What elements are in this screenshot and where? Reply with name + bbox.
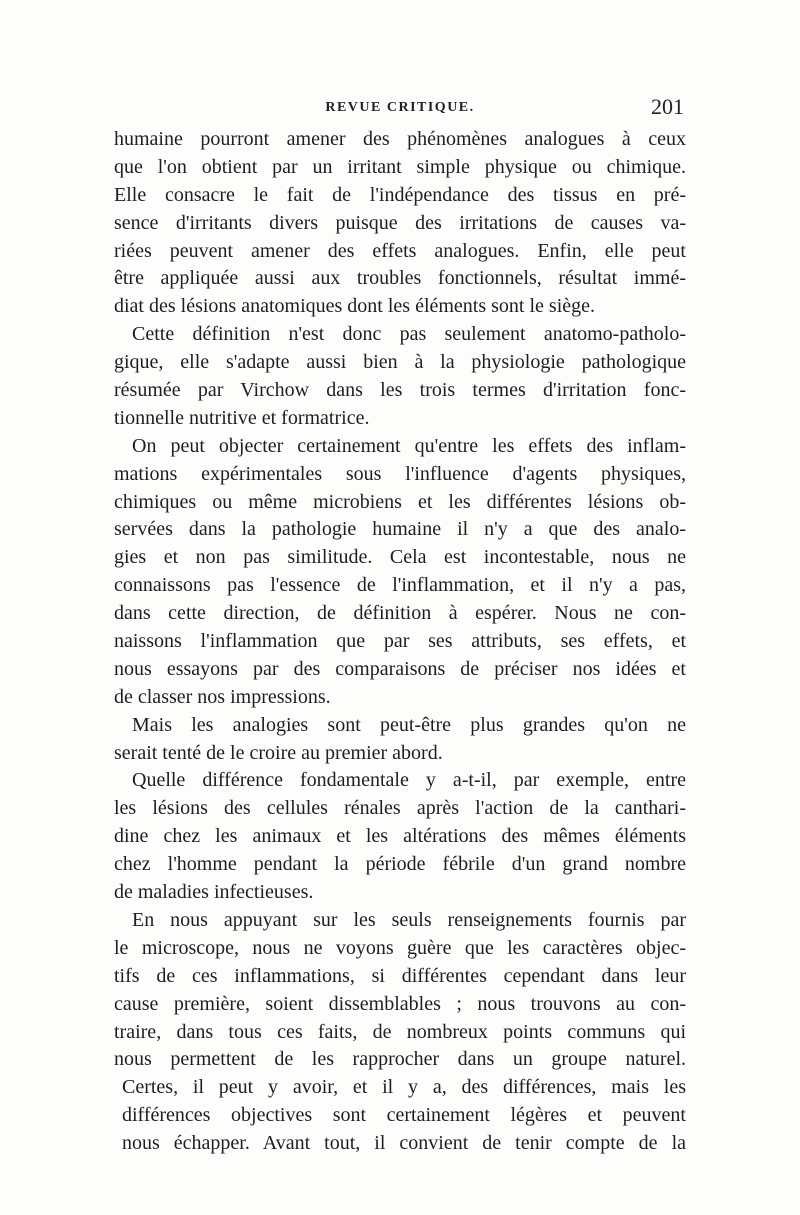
text-line: En nous appuyant sur les seuls renseignements fournis par (132, 908, 686, 931)
text-line: nous échapper. Avant tout, il convient de tenir compte de la (122, 1132, 686, 1155)
text-line: Cette définition n'est donc pas seulement anatomo-patholo- (132, 323, 686, 346)
text-line: Quelle différence fondamentale y a-t-il, par exemple, entre (132, 769, 686, 792)
text-line: les lésions des cellules rénales après l'action de la canthari- (114, 797, 686, 820)
text-line: de maladies infectieuses. (114, 881, 314, 904)
body-text (114, 126, 686, 1158)
page-header (116, 94, 684, 122)
text-line: servées dans la pathologie humaine il n'y a que des analo- (114, 518, 686, 541)
text-line: chimiques ou même microbiens et les différentes lésions ob- (114, 490, 686, 513)
text-line: que l'on obtient par un irritant simple physique ou chimique. (114, 155, 686, 178)
text-line: résumée par Virchow dans les trois termes d'irritation fonc- (114, 379, 686, 402)
text-line: Elle consacre le fait de l'indépendance des tissus en pré- (114, 183, 686, 206)
text-line: chez l'homme pendant la période fébrile d'un grand nombre (114, 853, 686, 876)
text-line: différences objectives sont certainement légères et peuvent (122, 1104, 686, 1127)
text-line: tionnelle nutritive et formatrice. (114, 406, 370, 429)
text-line: gique, elle s'adapte aussi bien à la physiologie pathologique (114, 351, 686, 374)
text-line: le microscope, nous ne voyons guère que les caractères objec- (114, 936, 686, 959)
text-line: humaine pourront amener des phénomènes analogues à ceux (114, 128, 686, 150)
text-line: diat des lésions anatomiques dont les éléments sont le siège. (114, 295, 596, 318)
text-line: Certes, il peut y avoir, et il y a, des différences, mais les (122, 1076, 686, 1099)
text-line: Mais les analogies sont peut-être plus grandes qu'on ne (132, 713, 686, 736)
text-line: gies et non pas similitude. Cela est incontestable, nous ne (114, 546, 686, 569)
text-line: nous essayons par des comparaisons de préciser nos idées et (114, 657, 686, 680)
running-head: REVUE CRITIQUE. (325, 100, 475, 115)
text-line: serait tenté de le croire au premier abord. (114, 741, 443, 764)
text-line: nous permettent de les rapprocher dans un groupe naturel. (114, 1048, 686, 1071)
text-line: On peut objecter certainement qu'entre les effets des inflam- (132, 434, 686, 457)
page-number: 201 (651, 94, 684, 119)
text-line: riées peuvent amener des effets analogues. Enfin, elle peut (114, 239, 686, 262)
text-line: tifs de ces inflammations, si différentes cependant dans leur (114, 964, 686, 987)
text-line: naissons l'inflammation que par ses attributs, ses effets, et (114, 630, 686, 653)
text-line: traire, dans tous ces faits, de nombreux points communs qui (114, 1020, 686, 1043)
text-line: sence d'irritants divers puisque des irritations de causes va- (114, 211, 686, 234)
text-line: de classer nos impressions. (114, 685, 331, 708)
text-line: connaissons pas l'essence de l'inflammation, et il n'y a pas, (114, 574, 686, 597)
text-line: cause première, soient dissemblables ; nous trouvons au con- (114, 992, 686, 1015)
text-line: mations expérimentales sous l'influence d'agents physiques, (114, 462, 686, 485)
text-line: dine chez les animaux et les altérations des mêmes éléments (114, 825, 686, 848)
text-line: être appliquée aussi aux troubles fonctionnels, résultat immé- (114, 267, 686, 290)
text-line: dans cette direction, de définition à espérer. Nous ne con- (114, 602, 686, 625)
